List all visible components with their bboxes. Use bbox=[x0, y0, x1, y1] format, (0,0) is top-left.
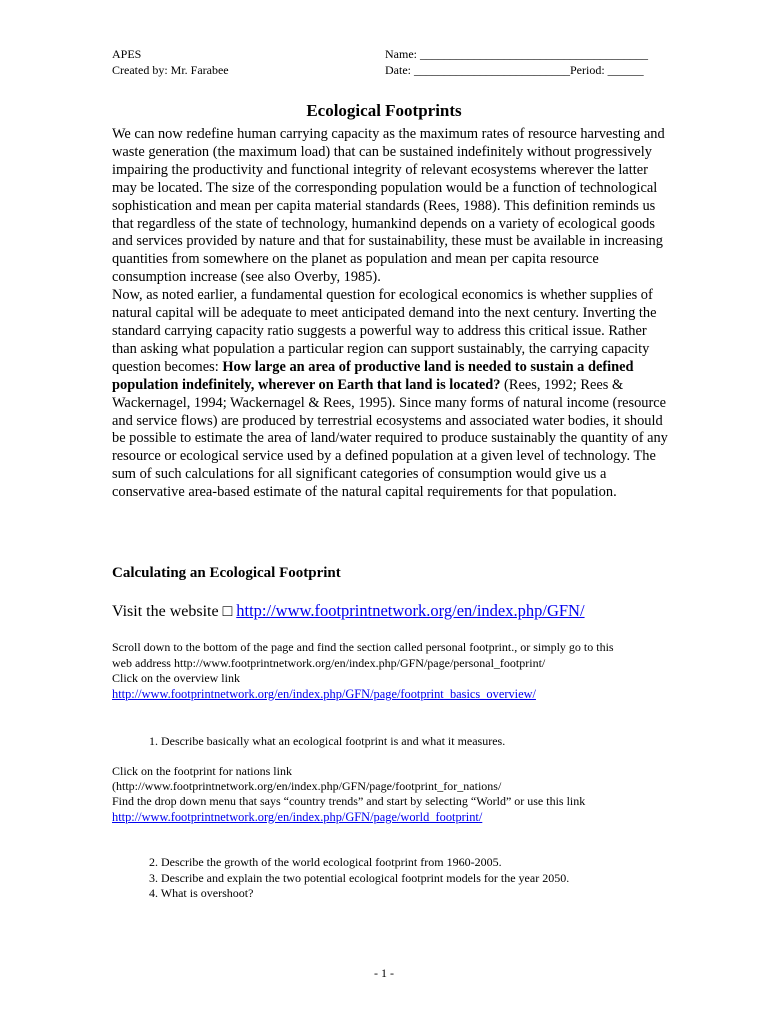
paragraph-footprint-question bbox=[112, 287, 668, 502]
footprint-network-link[interactable]: http://www.footprintnetwork.org/en/index.php/GFN/ bbox=[236, 601, 585, 620]
body-text bbox=[112, 126, 668, 502]
key-question: How large an area of productive land is needed to sustain a defined population indefinitely, wherever on Earth that land is located? bbox=[112, 358, 634, 393]
date-period-field[interactable]: Date: __________________________Period: ______ bbox=[385, 63, 644, 77]
course-label: APES bbox=[112, 47, 142, 61]
overview-instruction: Click on the overview link bbox=[112, 671, 240, 685]
visit-website-line bbox=[112, 601, 585, 621]
dropdown-instruction: Find the drop down menu that says “country trends” and start by selecting “World” or use this link bbox=[112, 794, 586, 808]
question-2: 2. Describe the growth of the world ecological footprint from 1960-2005. bbox=[149, 855, 502, 869]
created-by-label: Created by: Mr. Farabee bbox=[112, 63, 229, 77]
scroll-instruction: Scroll down to the bottom of the page and find the section called personal footprint., or simply go to this bbox=[112, 640, 614, 654]
question-4: 4. What is overshoot? bbox=[149, 886, 254, 900]
paragraph-text: Now, as noted earlier, a fundamental question for ecological economics is whether supplies of natural capital will be adequate to meet anticipated demand into the next century. Inverting the standard carrying capacity ratio suggests a powerful way to address this critical issue. Rather than asking what population a particular region can support sustainably, the carrying capacity question becomes: bbox=[112, 287, 657, 375]
overview-link-line bbox=[112, 685, 536, 703]
world-link-line bbox=[112, 808, 482, 826]
page-number: - 1 - bbox=[374, 966, 394, 980]
page-title: Ecological Footprints bbox=[306, 101, 462, 120]
paragraph-carrying-capacity: We can now redefine human carrying capacity as the maximum rates of resource harvesting and waste generation (the maximum load) that can be sustained indefinitely without progressively impairing the productivity and functional integrity of relevant ecosystems wherever the latter may be located. The size of the corresponding population would be a function of technological sophistication and mean per capita material standards (Rees, 1988). This definition reminds us that regardless of the state of technology, humankind depends on a variety of ecological goods and services provided by nature and that for sustainability, these must be available in increasing quantities from somewhere on the planet as population and mean per capita resource consumption increase (see also Overby, 1985). bbox=[112, 126, 665, 286]
overview-link[interactable]: http://www.footprintnetwork.org/en/index.php/GFN/page/footprint_basics_overview/ bbox=[112, 687, 536, 701]
world-footprint-link[interactable]: http://www.footprintnetwork.org/en/index.php/GFN/page/world_footprint/ bbox=[112, 810, 483, 824]
paragraph-text-continued: (Rees, 1992; Rees & Wackernagel, 1994; Wackernagel & Rees, 1995). Since many forms of natural income (resource and service flows) are produced by terrestrial ecosystems and associated water bodies, it should be possible to estimate the area of land/water required to produce sustainably the quantity of any resource or ecological service used by a defined population at a given level of technology. The sum of such calculations for all significant categories of consumption would give us a conservative area-based estimate of the natural capital requirements for that population. bbox=[112, 376, 668, 501]
nations-address: (http://www.footprintnetwork.org/en/index.php/GFN/page/footprint_for_nations/ bbox=[112, 779, 502, 793]
section-heading: Calculating an Ecological Footprint bbox=[112, 565, 341, 581]
name-field[interactable]: Name: ______________________________________ bbox=[385, 47, 648, 61]
visit-label: Visit the website □ bbox=[112, 603, 237, 620]
personal-footprint-address: web address http://www.footprintnetwork.org/en/index.php/GFN/page/personal_footprint/ bbox=[112, 656, 546, 670]
question-1: 1. Describe basically what an ecological footprint is and what it measures. bbox=[149, 734, 506, 748]
question-3: 3. Describe and explain the two potential ecological footprint models for the year 2050. bbox=[149, 871, 570, 885]
nations-instruction: Click on the footprint for nations link bbox=[112, 764, 292, 778]
